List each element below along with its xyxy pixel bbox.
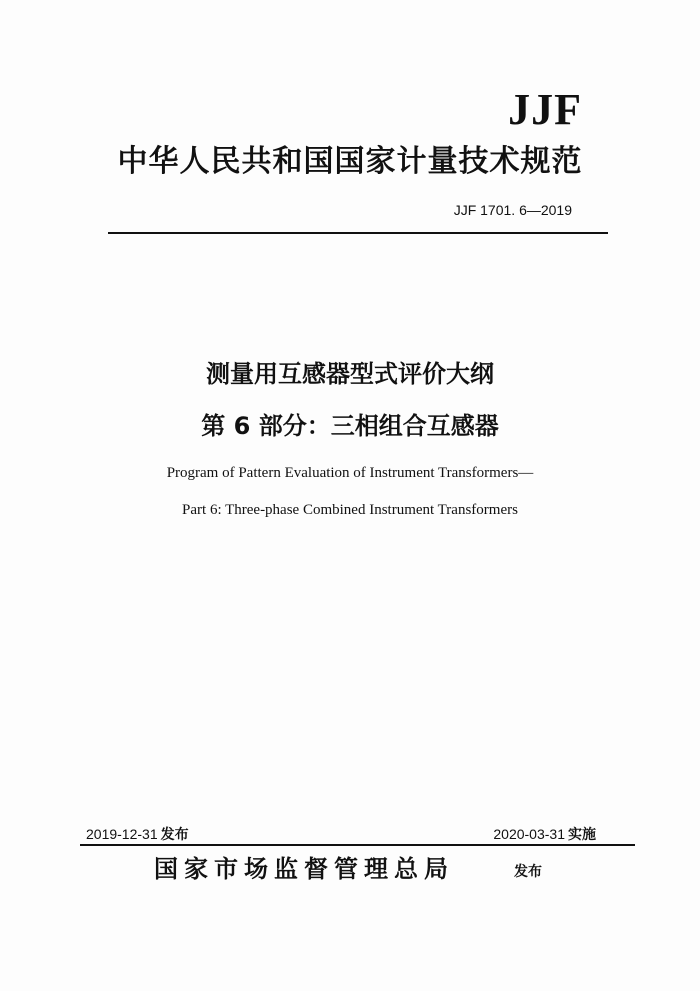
standard-category-title: 中华人民共和国国家计量技术规范 <box>117 144 583 179</box>
document-title-cn-line1: 测量用互感器型式评价大纲 <box>206 360 494 388</box>
issuing-authority: 国家市场监督管理总局 <box>154 855 454 883</box>
issue-label: 发布 <box>160 826 189 842</box>
document-title-cn-line2: 第 6 部分：三相组合互感器 <box>201 412 499 440</box>
implement-date-group <box>493 824 596 844</box>
document-title-en-line1: Program of Pattern Evaluation of Instrument Transformers— <box>166 465 534 481</box>
footer-divider <box>80 844 635 846</box>
document-title-en-line2: Part 6: Three-phase Combined Instrument Transformers <box>182 502 518 518</box>
implement-label: 实施 <box>568 826 596 842</box>
issue-date: 2019-12-31 <box>86 826 158 842</box>
issue-date-group <box>86 824 189 844</box>
date-row <box>86 824 596 844</box>
implement-date: 2020-03-31 <box>493 826 565 842</box>
series-code: JJF <box>508 85 582 134</box>
standard-number: JJF 1701. 6—2019 <box>453 202 572 218</box>
header-divider <box>108 232 608 234</box>
issuing-authority-label: 发布 <box>514 864 542 880</box>
